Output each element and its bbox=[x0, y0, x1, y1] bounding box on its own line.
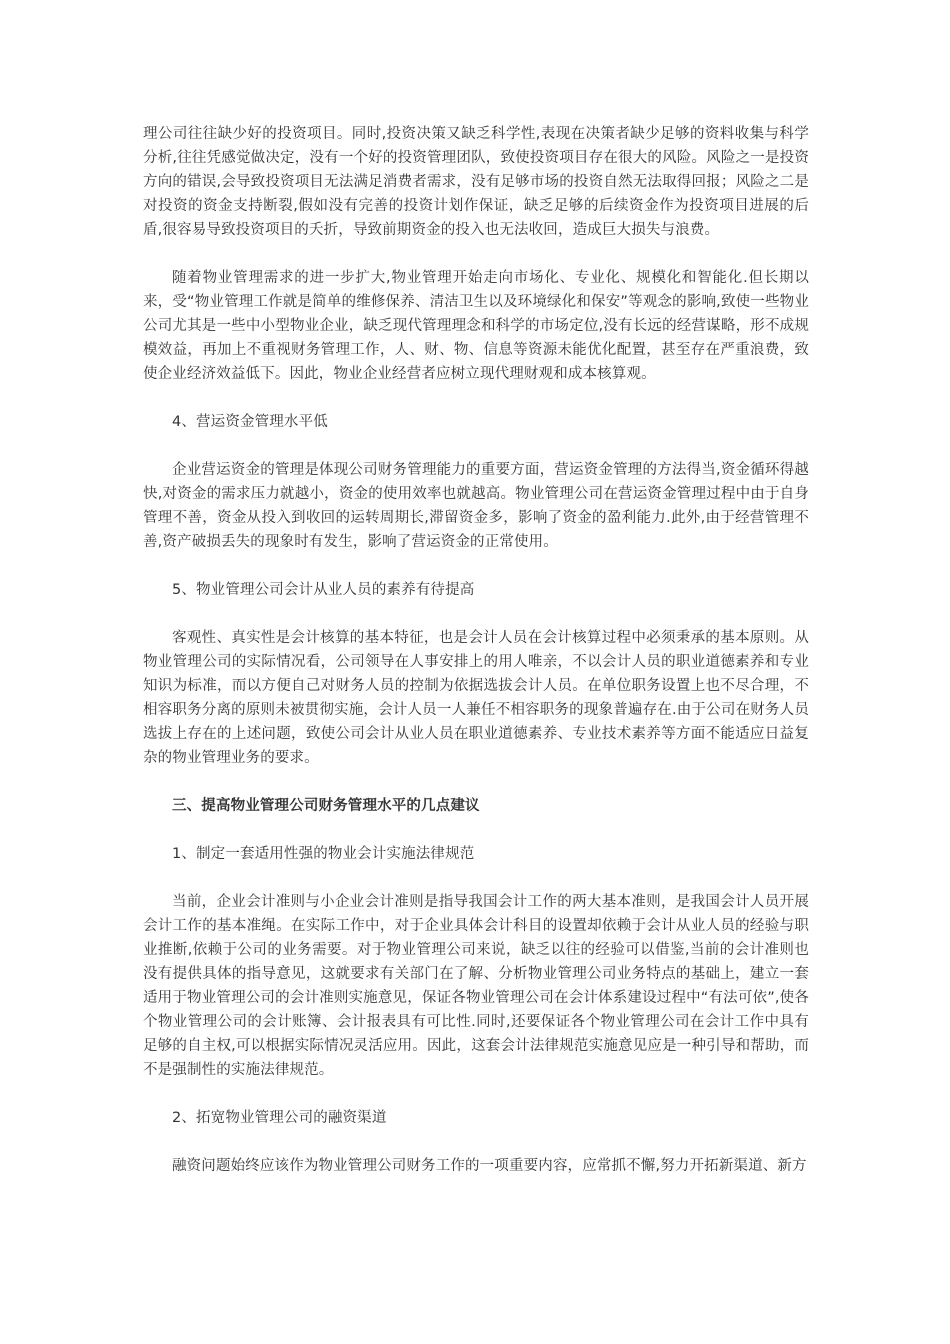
paragraph-legal-norms: 当前，企业会计准则与小企业会计准则是指导我国会计工作的两大基本准则，是我国会计人员开展会计工作的基本准绳。在实际工作中，对于企业具体会计科目的设置却依赖于会计从业人员的经验与职业推断,依赖于公司的业务需要。对于物业管理公司来说，缺乏以往的经验可以借鉴,当前的会计准则也没有提供具体的指导意见，这就要求有关部门在了解、分析物业管理公司业务特点的基础上，建立一套适用于物业管理公司的会计准则实施意见，保证各物业管理公司在会计体系建设过程中“有法可依”,使各个物业管理公司的会计账簿、会计报表具有可比性.同时,还要保证各个物业管理公司在会计工作中具有足够的自主权,可以根据实际情况灵活应用。因此，这套会计法律规范实施意见应是一种引导和帮助，而不是强制性的实施法律规范。 bbox=[143, 894, 809, 1078]
paragraph-financing-channels: 融资问题始终应该作为物业管理公司财务工作的一项重要内容，应常抓不懈,努力开拓新渠道、新方 bbox=[172, 1158, 807, 1174]
heading-financing-channels: 2、拓宽物业管理公司的融资渠道 bbox=[172, 1110, 387, 1126]
paragraph-accounting-staff: 客观性、真实性是会计核算的基本特征，也是会计人员在会计核算过程中必须秉承的基本原则。从物业管理公司的实际情况看，公司领导在人事安排上的用人唯亲，不以会计人员的职业道德素养和专业知识为标准，而以方便自己对财务人员的控制为依据选拔会计人员。在单位职务设置上也不尽合理，不相容职务分离的原则未被贯彻实施，会计人员一人兼任不相容职务的现象普遍存在.由于公司在财务人员选拔上存在的上述问题，致使公司会计从业人员在职业道德素养、专业技术素养等方面不能适应日益复杂的物业管理业务的要求。 bbox=[143, 630, 809, 766]
heading-legal-norms: 1、制定一套适用性强的物业会计实施法律规范 bbox=[172, 846, 475, 862]
heading-working-capital: 4、营运资金管理水平低 bbox=[172, 414, 328, 430]
heading-accounting-staff: 5、物业管理公司会计从业人员的素养有待提高 bbox=[172, 582, 475, 598]
paragraph-market-demand: 随着物业管理需求的进一步扩大,物业管理开始走向市场化、专业化、规模化和智能化.但长期以来，受“物业管理工作就是简单的维修保养、清洁卫生以及环境绿化和保安”等观念的影响,致使一些物业公司尤其是一些中小型物业企业，缺乏现代管理理念和科学的市场定位,没有长远的经营谋略，形不成规模效益，再加上不重视财务管理工作，人、财、物、信息等资源未能优化配置，甚至存在严重浪费，致使企业经济效益低下。因此，物业企业经营者应树立现代理财观和成本核算观。 bbox=[143, 270, 809, 382]
document-body bbox=[143, 122, 809, 1202]
paragraph-investment-risk: 理公司往往缺少好的投资项目。同时,投资决策又缺乏科学性,表现在决策者缺少足够的资料收集与科学分析,往往凭感觉做决定，没有一个好的投资管理团队，致使投资项目存在很大的风险。风险之一是投资方向的错误,会导致投资项目无法满足消费者需求，没有足够市场的投资自然无法取得回报；风险之二是对投资的资金支持断裂,假如没有完善的投资计划作保证，缺乏足够的后续资金作为投资项目进展的后盾,很容易导致投资项目的夭折，导致前期资金的投入也无法收回，造成巨大损失与浪费。 bbox=[143, 126, 809, 238]
paragraph-working-capital: 企业营运资金的管理是体现公司财务管理能力的重要方面，营运资金管理的方法得当,资金循环得越快,对资金的需求压力就越小，资金的使用效率也就越高。物业管理公司在营运资金管理过程中由于自身管理不善，资金从投入到收回的运转周期长,滞留资金多，影响了资金的盈利能力.此外,由于经营管理不善,资产破损丢失的现象时有发生，影响了营运资金的正常使用。 bbox=[143, 462, 809, 550]
section-heading-suggestions: 三、提高物业管理公司财务管理水平的几点建议 bbox=[172, 798, 480, 814]
